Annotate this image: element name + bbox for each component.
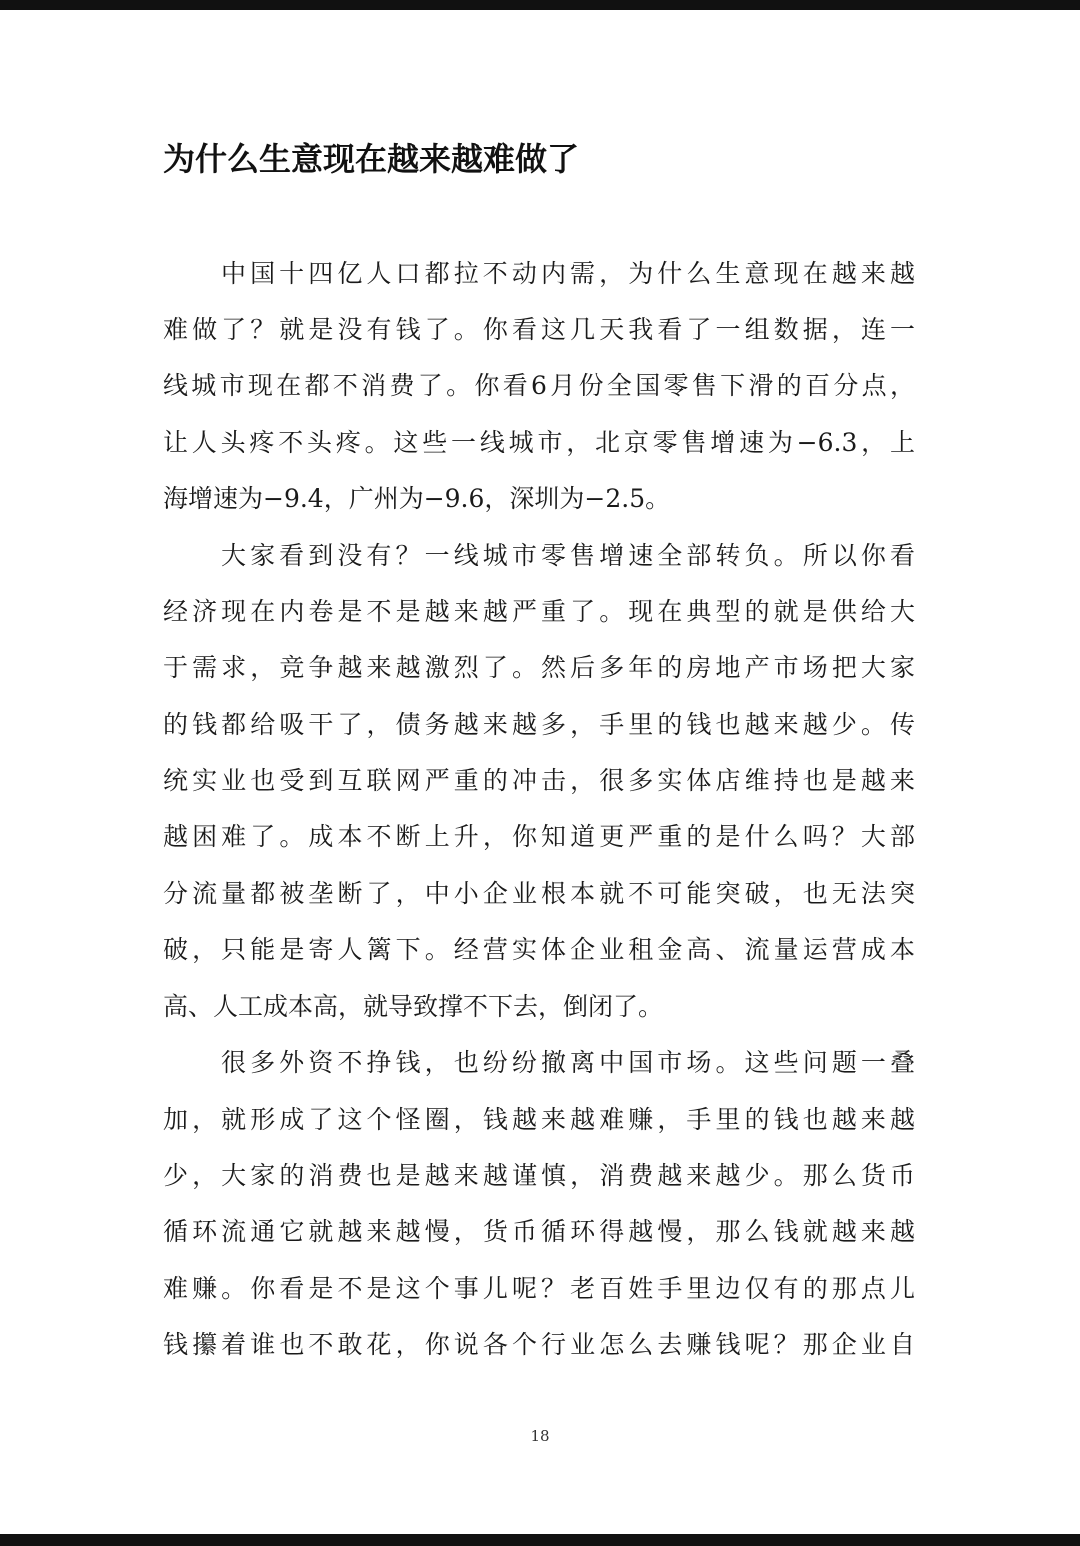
text-line: 难赚。你看是不是这个事儿呢？老百姓手里边仅有的那点儿	[163, 1274, 915, 1303]
text-line: 经济现在内卷是不是越来越严重了。现在典型的就是供给大	[163, 597, 915, 626]
text-line: 少，大家的消费也是越来越谨慎，消费越来越少。那么货币	[163, 1161, 915, 1190]
text-line: 的钱都给吸干了，债务越来越多，手里的钱也越来越少。传	[163, 710, 915, 739]
text-line: 破，只能是寄人篱下。经营实体企业租金高、流量运营成本	[163, 935, 915, 964]
book-page	[0, 10, 1080, 1534]
text-line: 难做了？就是没有钱了。你看这几天我看了一组数据，连一	[163, 315, 915, 344]
chapter-title: 为什么生意现在越来越难做了	[163, 140, 580, 178]
text-line: 循环流通它就越来越慢，货币循环得越慢，那么钱就越来越	[163, 1217, 915, 1246]
text-line: 高、人工成本高，就导致撑不下去，倒闭了。	[163, 992, 664, 1021]
text-line: 让人头疼不头疼。这些一线城市，北京零售增速为−6.3，上	[163, 428, 915, 457]
text-line: 钱攥着谁也不敢花，你说各个行业怎么去赚钱呢？那企业自	[163, 1330, 915, 1359]
text-line: 分流量都被垄断了，中小企业根本就不可能突破，也无法突	[163, 879, 915, 908]
text-line: 统实业也受到互联网严重的冲击，很多实体店维持也是越来	[163, 766, 915, 795]
text-line: 于需求，竞争越来越激烈了。然后多年的房地产市场把大家	[163, 653, 915, 682]
text-line: 越困难了。成本不断上升，你知道更严重的是什么吗？大部	[163, 822, 915, 851]
page-number: 18	[530, 1427, 550, 1445]
text-line: 海增速为−9.4，广州为−9.6，深圳为−2.5。	[163, 484, 671, 513]
text-line: 线城市现在都不消费了。你看6月份全国零售下滑的百分点，	[163, 371, 915, 400]
text-line: 很多外资不挣钱，也纷纷撤离中国市场。这些问题一叠	[221, 1048, 915, 1077]
text-line: 加，就形成了这个怪圈，钱越来越难赚，手里的钱也越来越	[163, 1105, 915, 1134]
bottom-edge-bar	[0, 1534, 1080, 1546]
top-edge-bar	[0, 0, 1080, 10]
text-line: 大家看到没有？一线城市零售增速全部转负。所以你看	[221, 541, 915, 570]
text-line: 中国十四亿人口都拉不动内需，为什么生意现在越来越	[221, 259, 915, 288]
